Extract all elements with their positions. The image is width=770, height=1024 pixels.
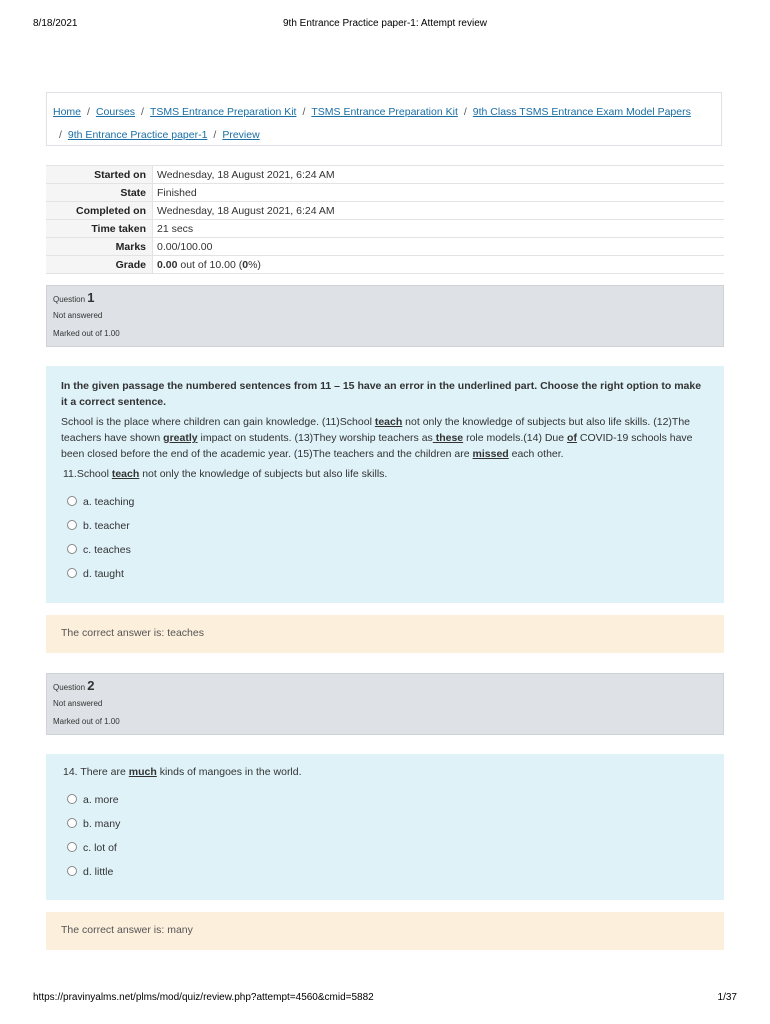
summary-value: Wednesday, 18 August 2021, 6:24 AM bbox=[153, 202, 725, 220]
passage-underlined: these bbox=[432, 432, 464, 444]
passage-text: School is the place where children can gain knowledge. (11)School bbox=[61, 416, 375, 428]
stem-text: not only the knowledge of subjects but also life skills. bbox=[139, 468, 388, 480]
question-instruction: In the given passage the numbered sentences from 11 – 15 have an error in the underlined part. Choose the right option to make it a correct sentence. bbox=[61, 380, 702, 408]
question-label: Question bbox=[53, 683, 86, 692]
question-label: Question bbox=[53, 295, 86, 304]
summary-label: Completed on bbox=[46, 202, 153, 220]
answer-option-a[interactable] bbox=[67, 490, 709, 514]
breadcrumb-preview-link[interactable]: Preview bbox=[222, 129, 260, 141]
question-marked: Marked out of 1.00 bbox=[53, 717, 120, 726]
grade-score: 0.00 bbox=[157, 258, 178, 271]
breadcrumb-separator: / bbox=[302, 106, 306, 118]
print-date: 8/18/2021 bbox=[33, 18, 78, 29]
answer-option-b[interactable] bbox=[67, 514, 709, 538]
grade-percent: 0 bbox=[242, 258, 249, 271]
attempt-summary-table bbox=[46, 165, 724, 274]
breadcrumb-home-link[interactable]: Home bbox=[53, 106, 82, 118]
passage-underlined: greatly bbox=[163, 432, 198, 444]
question-1-correct-answer: The correct answer is: teaches bbox=[46, 615, 724, 653]
answer-option-d[interactable] bbox=[67, 860, 709, 884]
breadcrumb bbox=[46, 92, 722, 146]
answer-option-c[interactable] bbox=[67, 538, 709, 562]
stem-underlined: much bbox=[128, 766, 157, 778]
breadcrumb-separator: / bbox=[213, 129, 217, 141]
passage-text: each other. bbox=[508, 448, 564, 460]
summary-value: Finished bbox=[153, 184, 725, 202]
question-stem bbox=[63, 466, 709, 482]
summary-label: Started on bbox=[46, 166, 153, 184]
radio-button[interactable] bbox=[67, 544, 77, 554]
print-url: https://pravinyalms.net/plms/mod/quiz/review.php?attempt=4560&cmid=5882 bbox=[33, 992, 374, 1003]
print-page-number: 1/37 bbox=[717, 992, 737, 1003]
summary-value: 0.00/100.00 bbox=[153, 238, 725, 256]
question-passage bbox=[61, 414, 709, 462]
stem-underlined: teach bbox=[111, 468, 140, 480]
passage-underlined: teach bbox=[374, 416, 403, 428]
breadcrumb-quiz-link[interactable]: 9th Entrance Practice paper-1 bbox=[67, 129, 208, 141]
option-label: d. taught bbox=[83, 568, 124, 580]
question-2-info bbox=[46, 673, 724, 735]
question-marked: Marked out of 1.00 bbox=[53, 329, 120, 338]
answer-option-a[interactable] bbox=[67, 788, 709, 812]
summary-row bbox=[46, 238, 724, 256]
summary-row bbox=[46, 166, 724, 184]
radio-button[interactable] bbox=[67, 794, 77, 804]
breadcrumb-course-link[interactable]: TSMS Entrance Preparation Kit bbox=[311, 106, 458, 118]
answer-option-c[interactable] bbox=[67, 836, 709, 860]
breadcrumb-courses-link[interactable]: Courses bbox=[95, 106, 136, 118]
question-status: Not answered bbox=[53, 699, 103, 708]
question-stem bbox=[63, 764, 709, 780]
option-label: d. little bbox=[83, 866, 114, 878]
breadcrumb-separator: / bbox=[141, 106, 144, 118]
summary-label: Time taken bbox=[46, 220, 153, 238]
question-2-content bbox=[46, 754, 724, 900]
summary-label: Grade bbox=[46, 256, 153, 274]
summary-label: Marks bbox=[46, 238, 153, 256]
option-label: c. teaches bbox=[83, 544, 131, 556]
radio-button[interactable] bbox=[67, 842, 77, 852]
summary-row-grade bbox=[46, 256, 724, 274]
radio-button[interactable] bbox=[67, 520, 77, 530]
option-label: a. more bbox=[83, 794, 119, 806]
question-status: Not answered bbox=[53, 311, 103, 320]
answer-option-b[interactable] bbox=[67, 812, 709, 836]
stem-text: 11.School bbox=[63, 468, 112, 480]
question-2-correct-answer: The correct answer is: many bbox=[46, 912, 724, 950]
passage-text: COVID-19 schools have been closed before the end of the academic year. (15)The teachers and the children are bbox=[61, 432, 693, 460]
summary-row bbox=[46, 220, 724, 238]
passage-text: impact on students. (13)They worship teachers as bbox=[197, 432, 433, 444]
question-number bbox=[53, 291, 717, 307]
option-label: b. teacher bbox=[83, 520, 130, 532]
grade-middle: out of 10.00 ( bbox=[177, 258, 243, 271]
answer-option-d[interactable] bbox=[67, 562, 709, 586]
question-1-content bbox=[46, 366, 724, 603]
summary-row bbox=[46, 184, 724, 202]
option-label: c. lot of bbox=[83, 842, 117, 854]
passage-underlined: missed bbox=[472, 448, 509, 460]
option-label: a. teaching bbox=[83, 496, 135, 508]
radio-button[interactable] bbox=[67, 866, 77, 876]
breadcrumb-category-link[interactable]: TSMS Entrance Preparation Kit bbox=[149, 106, 297, 118]
question-number-value: 1 bbox=[87, 290, 95, 305]
grade-value bbox=[153, 256, 725, 274]
passage-text: role models.(14) Due bbox=[463, 432, 568, 444]
summary-value: 21 secs bbox=[153, 220, 725, 238]
breadcrumb-section-link[interactable]: 9th Class TSMS Entrance Exam Model Papers bbox=[472, 106, 691, 118]
grade-end: %) bbox=[248, 258, 261, 271]
passage-text: not only the knowledge of subjects but also life skills. (12)The teachers have shown bbox=[61, 416, 691, 444]
stem-text: 14. There are bbox=[63, 766, 129, 778]
radio-button[interactable] bbox=[67, 818, 77, 828]
radio-button[interactable] bbox=[67, 496, 77, 506]
question-number-value: 2 bbox=[87, 678, 95, 693]
question-number bbox=[53, 679, 717, 695]
passage-underlined: of bbox=[567, 432, 577, 444]
print-title: 9th Entrance Practice paper-1: Attempt review bbox=[283, 18, 487, 29]
summary-label: State bbox=[46, 184, 153, 202]
summary-value: Wednesday, 18 August 2021, 6:24 AM bbox=[153, 166, 725, 184]
breadcrumb-separator: / bbox=[87, 106, 90, 118]
stem-text: kinds of mangoes in the world. bbox=[156, 766, 302, 778]
option-label: b. many bbox=[83, 818, 121, 830]
breadcrumb-separator: / bbox=[59, 129, 62, 141]
summary-row bbox=[46, 202, 724, 220]
radio-button[interactable] bbox=[67, 568, 77, 578]
breadcrumb-separator: / bbox=[463, 106, 467, 118]
question-1-info bbox=[46, 285, 724, 347]
